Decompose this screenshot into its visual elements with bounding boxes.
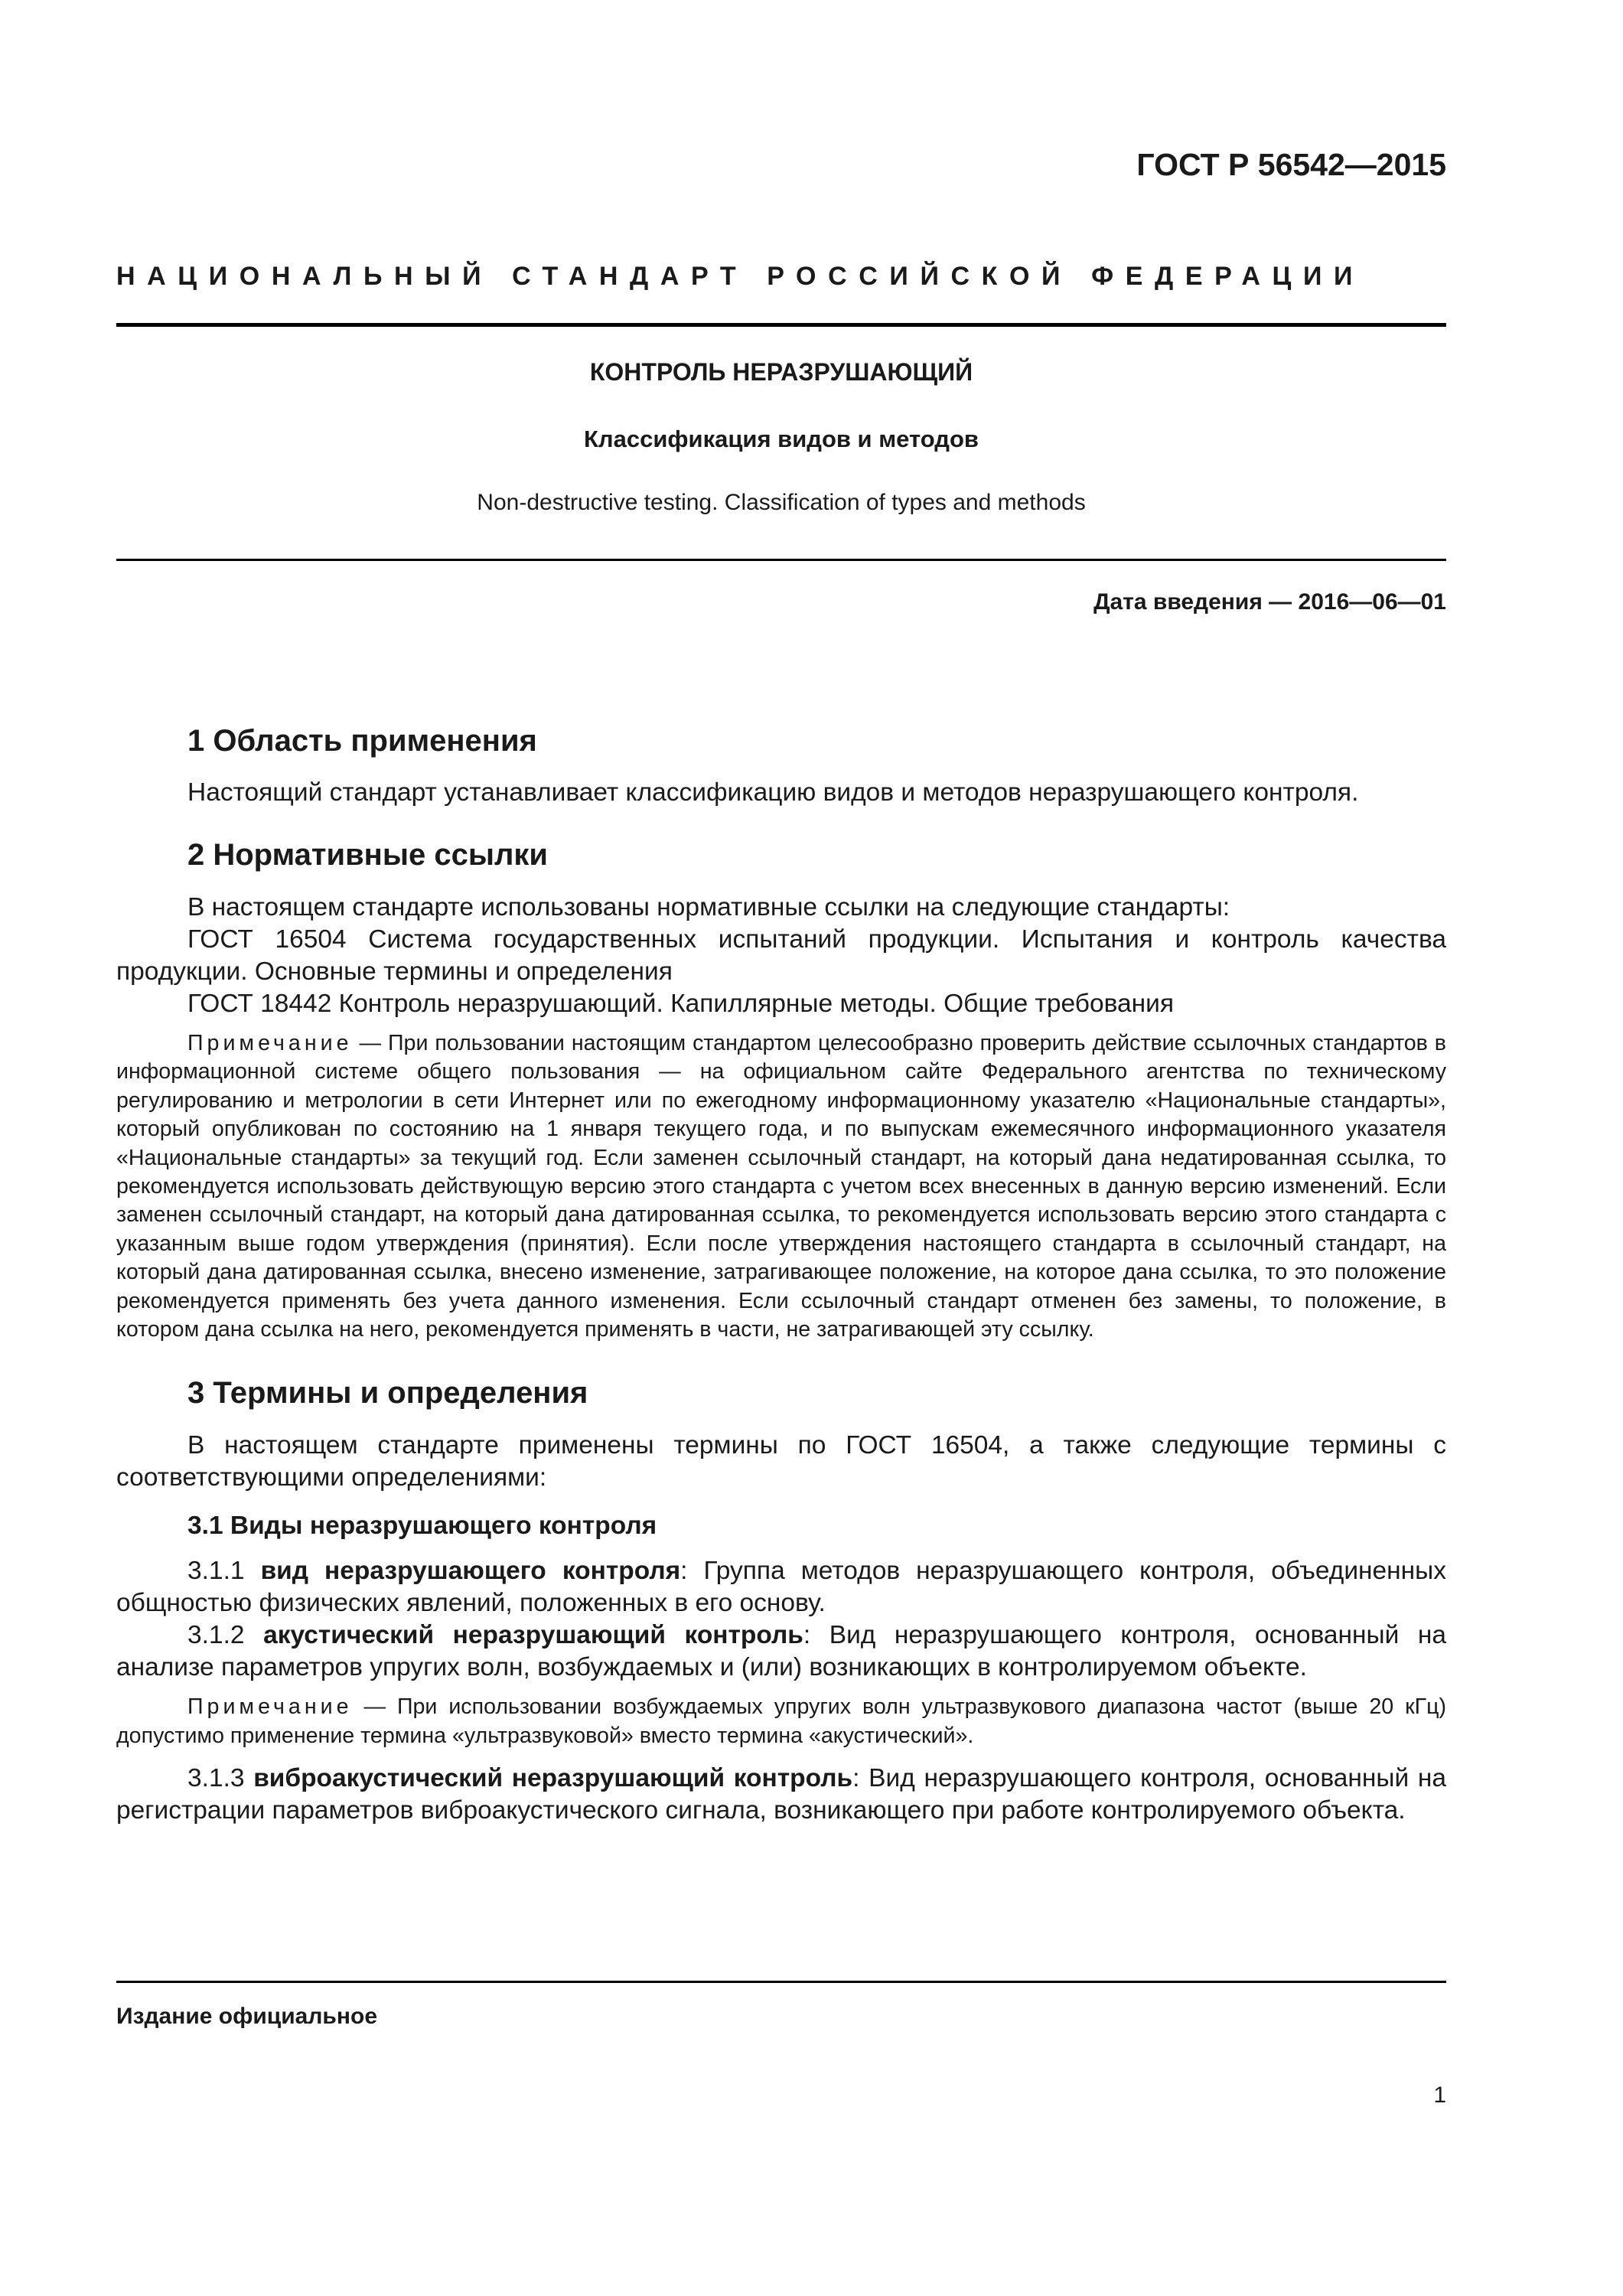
gost-code: ГОСТ Р 56542—2015 bbox=[1136, 147, 1446, 182]
term-name: акустический неразрушающий контроль bbox=[263, 1621, 803, 1650]
section-1-heading: 1 Область применения bbox=[187, 724, 537, 758]
term-number: 3.1.3 bbox=[187, 1764, 254, 1793]
section-3-heading: 3 Термины и определения bbox=[187, 1376, 588, 1411]
note-text: — При пользовании настоящим стандартом целесообразно проверить действие ссылочных стандартов в информационной системе общего пользования — на официальном сайте Федерального агентства по техническому регулированию и метрологии в сети Интернет или по ежегодному информационному указателю «Национальные стандарты», который опубликован по состоянию на 1 января текущего года, и по выпускам ежемесячного информационного указателя «Национальные стандарты» за текущий год. Если заменен ссылочный стандарт, на который дана недатированная ссылка, то рекомендуется использовать действующую версию этого стандарта с учетом всех внесенных в данную версию изменений. Если заменен ссылочный стандарт, на который дана датированная ссылка, то рекомендуется использовать версию этого стандарта с указанным выше годом утверждения (принятия). Если после утверждения настоящего стандарта в ссылочный стандарт, на который дана датированная ссылка, внесено изменение, затрагивающее положение, на которое дана ссылка, то это положение рекомендуется применять без учета данного изменения. Если ссылочный стандарт отменен без замены, то положение, в котором дана ссылка на него, рекомендуется применять в части, не затрагивающей эту ссылку. bbox=[116, 1031, 1446, 1342]
footer-rule bbox=[116, 1981, 1446, 1983]
english-title: Non-destructive testing. Classification of types and methods bbox=[477, 490, 1086, 515]
term-definition: : Вид неразрушающего контроля, основанный на регистрации параметров виброакустического сигнала, возникающего при работе контролируемого объекта. bbox=[116, 1764, 1446, 1825]
term-name: виброакустический неразрушающий контроль bbox=[253, 1764, 853, 1793]
term-definition: : Вид неразрушающего контроля, основанный на анализе параметров упругих волн, возбуждаемых и (или) возникающих в контролируемом объекте. bbox=[116, 1621, 1446, 1682]
top-rule bbox=[116, 323, 1446, 327]
official-edition-label: Издание официальное bbox=[116, 2004, 378, 2029]
date-of-introduction: Дата введения — 2016—06—01 bbox=[1093, 589, 1446, 615]
section-2-intro: В настоящем стандарте использованы нормативные ссылки на следующие стандарты: bbox=[187, 893, 1230, 921]
term-3-1-2-note bbox=[116, 1693, 1446, 1750]
normative-reference-16504: ГОСТ 16504 Система государственных испытаний продукции. Испытания и контроль качества продукции. Основные термины и определения bbox=[116, 925, 1446, 986]
normative-reference-18442: ГОСТ 18442 Контроль неразрушающий. Капиллярные методы. Общие требования bbox=[187, 990, 1175, 1018]
document-subtitle: Классификация видов и методов bbox=[584, 426, 979, 452]
national-standard-banner: НАЦИОНАЛЬНЫЙ СТАНДАРТ РОССИЙСКОЙ ФЕДЕРАЦИИ bbox=[116, 262, 1365, 291]
note-label: Примечание bbox=[187, 1694, 353, 1720]
term-3-1-1 bbox=[116, 1555, 1446, 1619]
section-3-intro: В настоящем стандарте применены термины по ГОСТ 16504, а также следующие термины с соответствующими определениями: bbox=[116, 1431, 1446, 1492]
note-label: Примечание bbox=[187, 1031, 353, 1055]
document-body bbox=[116, 718, 1446, 1827]
term-definition: : Группа методов неразрушающего контроля, объединенных общностью физических явлений, положенных в его основу. bbox=[116, 1557, 1447, 1618]
term-name: вид неразрушающего контроля bbox=[260, 1557, 681, 1586]
document-title: КОНТРОЛЬ НЕРАЗРУШАЮЩИЙ bbox=[589, 358, 973, 386]
section-1-text: Настоящий стандарт устанавливает классификацию видов и методов неразрушающего контроля. bbox=[187, 778, 1359, 807]
title-rule bbox=[116, 559, 1446, 561]
section-2-heading: 2 Нормативные ссылки bbox=[187, 838, 549, 872]
term-3-1-2 bbox=[116, 1619, 1446, 1684]
page-number: 1 bbox=[1433, 2082, 1446, 2108]
subsection-3-1-heading: 3.1 Виды неразрушающего контроля bbox=[187, 1512, 657, 1541]
section-2-note bbox=[116, 1029, 1446, 1344]
note-text: — При использовании возбуждаемых упругих волн ультразвукового диапазона частот (выше 20 кГц) допустимо применение термина «ультразвуковой» вместо термина «акустический». bbox=[116, 1694, 1446, 1748]
term-number: 3.1.1 bbox=[187, 1557, 261, 1586]
term-3-1-3 bbox=[116, 1763, 1446, 1827]
term-number: 3.1.2 bbox=[187, 1621, 264, 1650]
